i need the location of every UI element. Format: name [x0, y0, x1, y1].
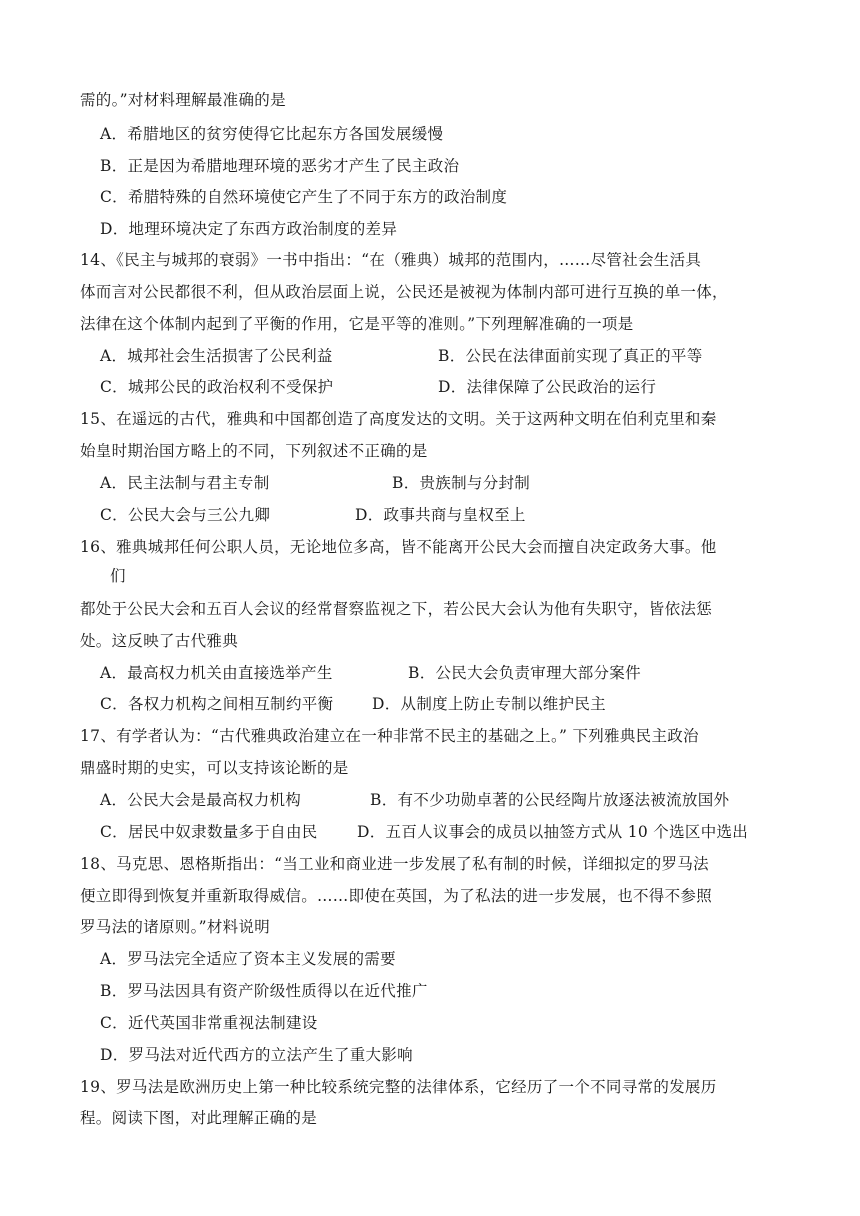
q14-stem-line-3: 法律在这个体制内起到了平衡的作用，它是平等的准则。”下列理解准确的一项是	[80, 315, 634, 333]
q16-stem-line-4: 处。这反映了古代雅典	[80, 632, 239, 650]
q18-option-a: A．罗马法完全适应了资本主义发展的需要	[100, 950, 396, 968]
q17-option-d: D．五百人议事会的成员以抽签方式从 10 个选区中选出	[357, 823, 749, 841]
q18-option-b: B．罗马法因具有资产阶级性质得以在近代推广	[100, 982, 428, 1000]
q13-option-c: C．希腊特殊的自然环境使它产生了不同于东方的政治制度	[100, 188, 508, 206]
q13-option-a: A．希腊地区的贫穷使得它比起东方各国发展缓慢	[100, 125, 444, 143]
q14-stem-line-2: 体而言对公民都很不利，但从政治层面上说，公民还是被视为体制内部可进行互换的单一体，	[80, 283, 728, 301]
q15-option-d: D．政事共商与皇权至上	[355, 506, 526, 524]
q16-option-c: C．各权力机构之间相互制约平衡	[100, 695, 334, 713]
q16-option-d: D．从制度上防止专制以维护民主	[372, 695, 606, 713]
q19-stem-line-2: 程。阅读下图，对此理解正确的是	[80, 1109, 318, 1127]
q16-stem-line-3: 都处于公民大会和五百人会议的经常督察监视之下，若公民大会认为他有失职守，皆依法惩	[80, 600, 713, 618]
q15-option-b: B．贵族制与分封制	[392, 474, 531, 492]
q14-option-c: C．城邦公民的政治权利不受保护	[100, 378, 334, 396]
q13-stem-tail: 需的。”对材料理解最准确的是	[80, 91, 286, 109]
q17-option-c: C．居民中奴隶数量多于自由民	[100, 823, 318, 841]
q13-option-b: B．正是因为希腊地理环境的恶劣才产生了民主政治	[100, 157, 460, 175]
q16-stem-line-1: 16、雅典城邦任何公职人员，无论地位多高，皆不能离开公民大会而擅自决定政务大事。他	[80, 538, 717, 556]
q19-stem-line-1: 19、罗马法是欧洲历史上第一种比较系统完整的法律体系，它经历了一个不同寻常的发展历	[80, 1078, 717, 1096]
q18-stem-line-1: 18、马克思、恩格斯指出：“当工业和商业进一步发展了私有制的时候，详细拟定的罗马法	[80, 855, 709, 873]
q14-stem-line-1: 14、《民主与城邦的衰弱》一书中指出：“在（雅典）城邦的范围内，……尽管社会生活具	[80, 251, 702, 269]
q16-stem-line-2: 们	[110, 567, 126, 585]
q18-option-d: D．罗马法对近代西方的立法产生了重大影响	[100, 1046, 413, 1064]
q15-option-a: A．民主法制与君主专制	[100, 474, 270, 492]
q17-stem-line-1: 17、有学者认为：“古代雅典政治建立在一种非常不民主的基础之上。” 下列雅典民主政治	[80, 727, 699, 745]
q18-option-c: C．近代英国非常重视法制建设	[100, 1014, 318, 1032]
q17-option-a: A．公民大会是最高权力机构	[100, 791, 302, 809]
q17-stem-line-2: 鼎盛时期的史实，可以支持该论断的是	[80, 759, 349, 777]
q17-option-b: B．有不少功勋卓著的公民经陶片放逐法被流放国外	[370, 791, 730, 809]
q14-option-d: D．法律保障了公民政治的运行	[438, 378, 657, 396]
q15-stem-line-2: 始皇时期治国方略上的不同，下列叙述不正确的是	[80, 442, 428, 460]
q15-stem-line-1: 15、在遥远的古代，雅典和中国都创造了高度发达的文明。关于这两种文明在伯利克里和秦	[80, 410, 717, 428]
q14-option-b: B．公民在法律面前实现了真正的平等	[438, 347, 703, 365]
q15-option-c: C．公民大会与三公九卿	[100, 506, 271, 524]
q16-option-a: A．最高权力机关由直接选举产生	[100, 664, 333, 682]
q18-stem-line-2: 便立即得到恢复并重新取得威信。……即使在英国，为了私法的进一步发展，也不得不参照	[80, 887, 713, 905]
q18-stem-line-3: 罗马法的诸原则。”材料说明	[80, 918, 271, 936]
q14-option-a: A．城邦社会生活损害了公民利益	[100, 347, 333, 365]
q16-option-b: B．公民大会负责审理大部分案件	[408, 664, 641, 682]
q13-option-d: D．地理环境决定了东西方政治制度的差异	[100, 220, 398, 238]
